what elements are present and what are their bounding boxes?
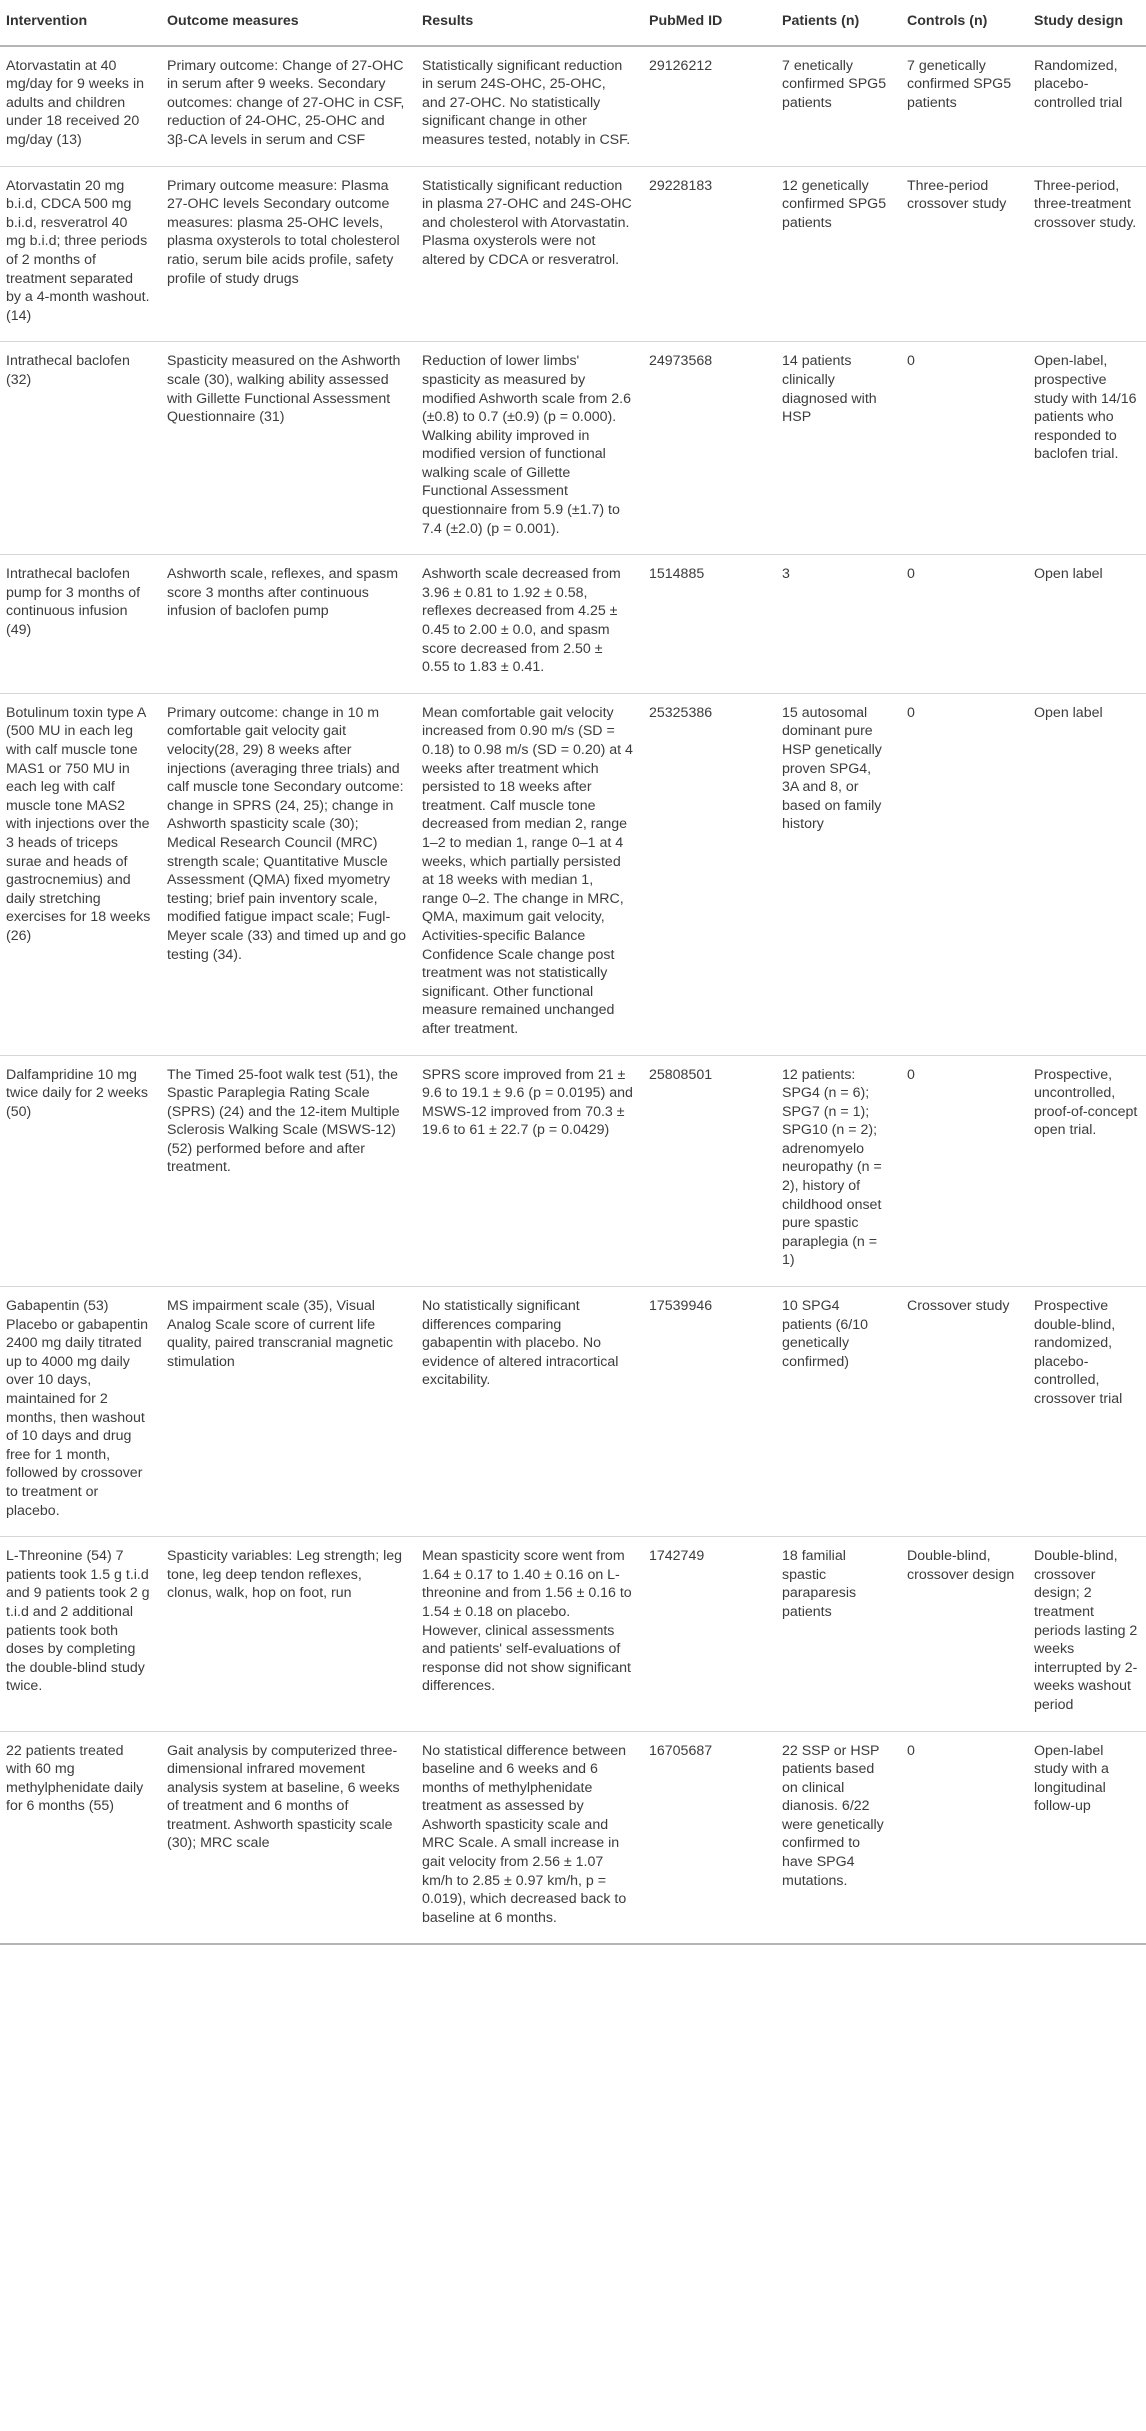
- cell-outcome-measures: Primary outcome measure: Plasma 27-OHC levels Secondary outcome measures: plasma 25-OHC levels, plasma oxysterols to total cholesterol ratio, serum bile acids profile, safety profile of study drugs: [159, 166, 414, 342]
- cell-study-design: Three-period, three-treatment crossover study.: [1026, 166, 1146, 342]
- cell-intervention: Intrathecal baclofen pump for 3 months of continuous infusion (49): [0, 555, 159, 694]
- table-row: [0, 693, 1146, 1055]
- cell-pubmed-id: 17539946: [641, 1287, 774, 1537]
- cell-intervention: Atorvastatin at 40 mg/day for 9 weeks in adults and children under 18 received 20 mg/day (13): [0, 46, 159, 166]
- header-pubmed-id: PubMed ID: [641, 0, 774, 46]
- cell-study-design: Randomized, placebo-controlled trial: [1026, 46, 1146, 166]
- header-results: Results: [414, 0, 641, 46]
- cell-intervention: Gabapentin (53) Placebo or gabapentin 2400 mg daily titrated up to 4000 mg daily over 10 days, maintained for 2 months, then washout of 10 days and drug free for 1 month, followed by crossover to treatment or placebo.: [0, 1287, 159, 1537]
- header-controls: Controls (n): [899, 0, 1026, 46]
- cell-patients: 7 enetically confirmed SPG5 patients: [774, 46, 899, 166]
- cell-patients: 12 genetically confirmed SPG5 patients: [774, 166, 899, 342]
- cell-outcome-measures: Gait analysis by computerized three-dimensional infrared movement analysis system at baseline, 6 weeks of treatment and 6 months of treatment. Ashworth spasticity scale (30); MRC scale: [159, 1731, 414, 1944]
- cell-study-design: Open-label study with a longitudinal follow-up: [1026, 1731, 1146, 1944]
- cell-intervention: Intrathecal baclofen (32): [0, 342, 159, 555]
- cell-results: Reduction of lower limbs' spasticity as measured by modified Ashworth scale from 2.6 (±0.8) to 0.7 (±0.9) (p = 0.000). Walking ability improved in modified version of functional walking scale of Gillette Functional Assessment questionnaire from 5.9 (±1.7) to 7.4 (±2.0) (p = 0.001).: [414, 342, 641, 555]
- cell-patients: 22 SSP or HSP patients based on clinical dianosis. 6/22 were genetically confirmed to have SPG4 mutations.: [774, 1731, 899, 1944]
- cell-pubmed-id: 25808501: [641, 1055, 774, 1287]
- cell-patients: 14 patients clinically diagnosed with HSP: [774, 342, 899, 555]
- cell-outcome-measures: Spasticity measured on the Ashworth scale (30), walking ability assessed with Gillette Functional Assessment Questionnaire (31): [159, 342, 414, 555]
- table-row: [0, 342, 1146, 555]
- table-body: [0, 46, 1146, 1945]
- cell-results: Statistically significant reduction in plasma 27-OHC and 24S-OHC and cholesterol with Atorvastatin. Plasma oxysterols were not altered by CDCA or resveratrol.: [414, 166, 641, 342]
- cell-patients: 12 patients: SPG4 (n = 6); SPG7 (n = 1); SPG10 (n = 2); adrenomyelo neuropathy (n = 2), history of childhood onset pure spastic paraplegia (n = 1): [774, 1055, 899, 1287]
- header-study-design: Study design: [1026, 0, 1146, 46]
- cell-results: SPRS score improved from 21 ± 9.6 to 19.1 ± 9.6 (p = 0.0195) and MSWS-12 improved from 70.3 ± 19.6 to 61 ± 22.7 (p = 0.0429): [414, 1055, 641, 1287]
- header-intervention: Intervention: [0, 0, 159, 46]
- cell-outcome-measures: Spasticity variables: Leg strength; leg tone, leg deep tendon reflexes, clonus, walk, hop on foot, run: [159, 1537, 414, 1731]
- cell-controls: 7 genetically confirmed SPG5 patients: [899, 46, 1026, 166]
- table-row: [0, 555, 1146, 694]
- table-row: [0, 1537, 1146, 1731]
- cell-study-design: Double-blind, crossover design; 2 treatment periods lasting 2 weeks interrupted by 2-weeks washout period: [1026, 1537, 1146, 1731]
- table-row: [0, 166, 1146, 342]
- cell-controls: Double-blind, crossover design: [899, 1537, 1026, 1731]
- cell-outcome-measures: MS impairment scale (35), Visual Analog Scale score of current life quality, paired transcranial magnetic stimulation: [159, 1287, 414, 1537]
- table-row: [0, 1287, 1146, 1537]
- cell-controls: 0: [899, 555, 1026, 694]
- cell-results: No statistical difference between baseline and 6 weeks and 6 months of methylphenidate treatment as assessed by Ashworth spasticity scale and MRC Scale. A small increase in gait velocity from 2.56 ± 1.07 km/h to 2.85 ± 0.97 km/h, p = 0.019), which decreased back to baseline at 6 months.: [414, 1731, 641, 1944]
- cell-controls: Three-period crossover study: [899, 166, 1026, 342]
- cell-study-design: Open label: [1026, 693, 1146, 1055]
- cell-patients: 18 familial spastic paraparesis patients: [774, 1537, 899, 1731]
- cell-intervention: L-Threonine (54) 7 patients took 1.5 g t.i.d and 9 patients took 2 g t.i.d and 2 additional patients took both doses by completing the double-blind study twice.: [0, 1537, 159, 1731]
- cell-outcome-measures: Primary outcome: Change of 27-OHC in serum after 9 weeks. Secondary outcomes: change of 27-OHC in CSF, reduction of 24-OHC, 25-OHC and 3β-CA levels in serum and CSF: [159, 46, 414, 166]
- cell-patients: 10 SPG4 patients (6/10 genetically confirmed): [774, 1287, 899, 1537]
- table-row: [0, 1055, 1146, 1287]
- cell-pubmed-id: 16705687: [641, 1731, 774, 1944]
- cell-study-design: Prospective double-blind, randomized, placebo-controlled, crossover trial: [1026, 1287, 1146, 1537]
- header-patients: Patients (n): [774, 0, 899, 46]
- table-header: [0, 0, 1146, 46]
- cell-results: Mean spasticity score went from 1.64 ± 0.17 to 1.40 ± 0.16 on L-threonine and from 1.56 ± 0.16 to 1.54 ± 0.18 on placebo. However, clinical assessments and patients' self-evaluations of response did not show significant differences.: [414, 1537, 641, 1731]
- cell-controls: Crossover study: [899, 1287, 1026, 1537]
- cell-pubmed-id: 29228183: [641, 166, 774, 342]
- cell-study-design: Open-label, prospective study with 14/16 patients who responded to baclofen trial.: [1026, 342, 1146, 555]
- cell-patients: 15 autosomal dominant pure HSP genetically proven SPG4, 3A and 8, or based on family history: [774, 693, 899, 1055]
- cell-intervention: 22 patients treated with 60 mg methylphenidate daily for 6 months (55): [0, 1731, 159, 1944]
- cell-study-design: Open label: [1026, 555, 1146, 694]
- header-outcome-measures: Outcome measures: [159, 0, 414, 46]
- cell-outcome-measures: Ashworth scale, reflexes, and spasm score 3 months after continuous infusion of baclofen pump: [159, 555, 414, 694]
- cell-results: Mean comfortable gait velocity increased from 0.90 m/s (SD = 0.18) to 0.98 m/s (SD = 0.20) at 4 weeks after treatment which persisted to 18 weeks after treatment. Calf muscle tone decreased from median 2, range 1–2 to median 1, range 0–1 at 4 weeks, which partially persisted at 18 weeks with median 1, range 0–2. The change in MRC, QMA, maximum gait velocity, Activities-specific Balance Confidence Scale change post treatment was not statistically significant. Other functional measure remained unchanged after treatment.: [414, 693, 641, 1055]
- cell-pubmed-id: 1742749: [641, 1537, 774, 1731]
- cell-controls: 0: [899, 1731, 1026, 1944]
- cell-results: Statistically significant reduction in serum 24S-OHC, 25-OHC, and 27-OHC. No statistically significant change in other measures tested, notably in CSF.: [414, 46, 641, 166]
- header-row: [0, 0, 1146, 46]
- cell-pubmed-id: 1514885: [641, 555, 774, 694]
- cell-intervention: Dalfampridine 10 mg twice daily for 2 weeks (50): [0, 1055, 159, 1287]
- table-row: [0, 46, 1146, 166]
- cell-controls: 0: [899, 1055, 1026, 1287]
- cell-outcome-measures: Primary outcome: change in 10 m comfortable gait velocity gait velocity(28, 29) 8 weeks after injections (averaging three trials) and calf muscle tone Secondary outcome: change in SPRS (24, 25); change in Ashworth spasticity scale (30); Medical Research Council (MRC) strength scale; Quantitative Muscle Assessment (QMA) fixed myometry testing; brief pain inventory scale, modified fatigue impact scale; Fugl-Meyer scale (33) and timed up and go testing (34).: [159, 693, 414, 1055]
- cell-pubmed-id: 24973568: [641, 342, 774, 555]
- cell-results: Ashworth scale decreased from 3.96 ± 0.81 to 1.92 ± 0.58, reflexes decreased from 4.25 ± 0.45 to 2.00 ± 0.0, and spasm score decreased from 2.50 ± 0.55 to 1.83 ± 0.41.: [414, 555, 641, 694]
- cell-results: No statistically significant differences comparing gabapentin with placebo. No evidence of altered intracortical excitability.: [414, 1287, 641, 1537]
- cell-intervention: Atorvastatin 20 mg b.i.d, CDCA 500 mg b.i.d, resveratrol 40 mg b.i.d; three periods of 2 months of treatment separated by a 4-month washout. (14): [0, 166, 159, 342]
- cell-controls: 0: [899, 693, 1026, 1055]
- cell-study-design: Prospective, uncontrolled, proof-of-concept open trial.: [1026, 1055, 1146, 1287]
- cell-intervention: Botulinum toxin type A (500 MU in each leg with calf muscle tone MAS1 or 750 MU in each leg with calf muscle tone MAS2 with injections over the 3 heads of triceps surae and heads of gastrocnemius) and daily stretching exercises for 18 weeks (26): [0, 693, 159, 1055]
- cell-patients: 3: [774, 555, 899, 694]
- cell-controls: 0: [899, 342, 1026, 555]
- table-row: [0, 1731, 1146, 1944]
- cell-pubmed-id: 25325386: [641, 693, 774, 1055]
- cell-pubmed-id: 29126212: [641, 46, 774, 166]
- cell-outcome-measures: The Timed 25-foot walk test (51), the Spastic Paraplegia Rating Scale (SPRS) (24) and the 12-item Multiple Sclerosis Walking Scale (MSWS-12) (52) performed before and after treatment.: [159, 1055, 414, 1287]
